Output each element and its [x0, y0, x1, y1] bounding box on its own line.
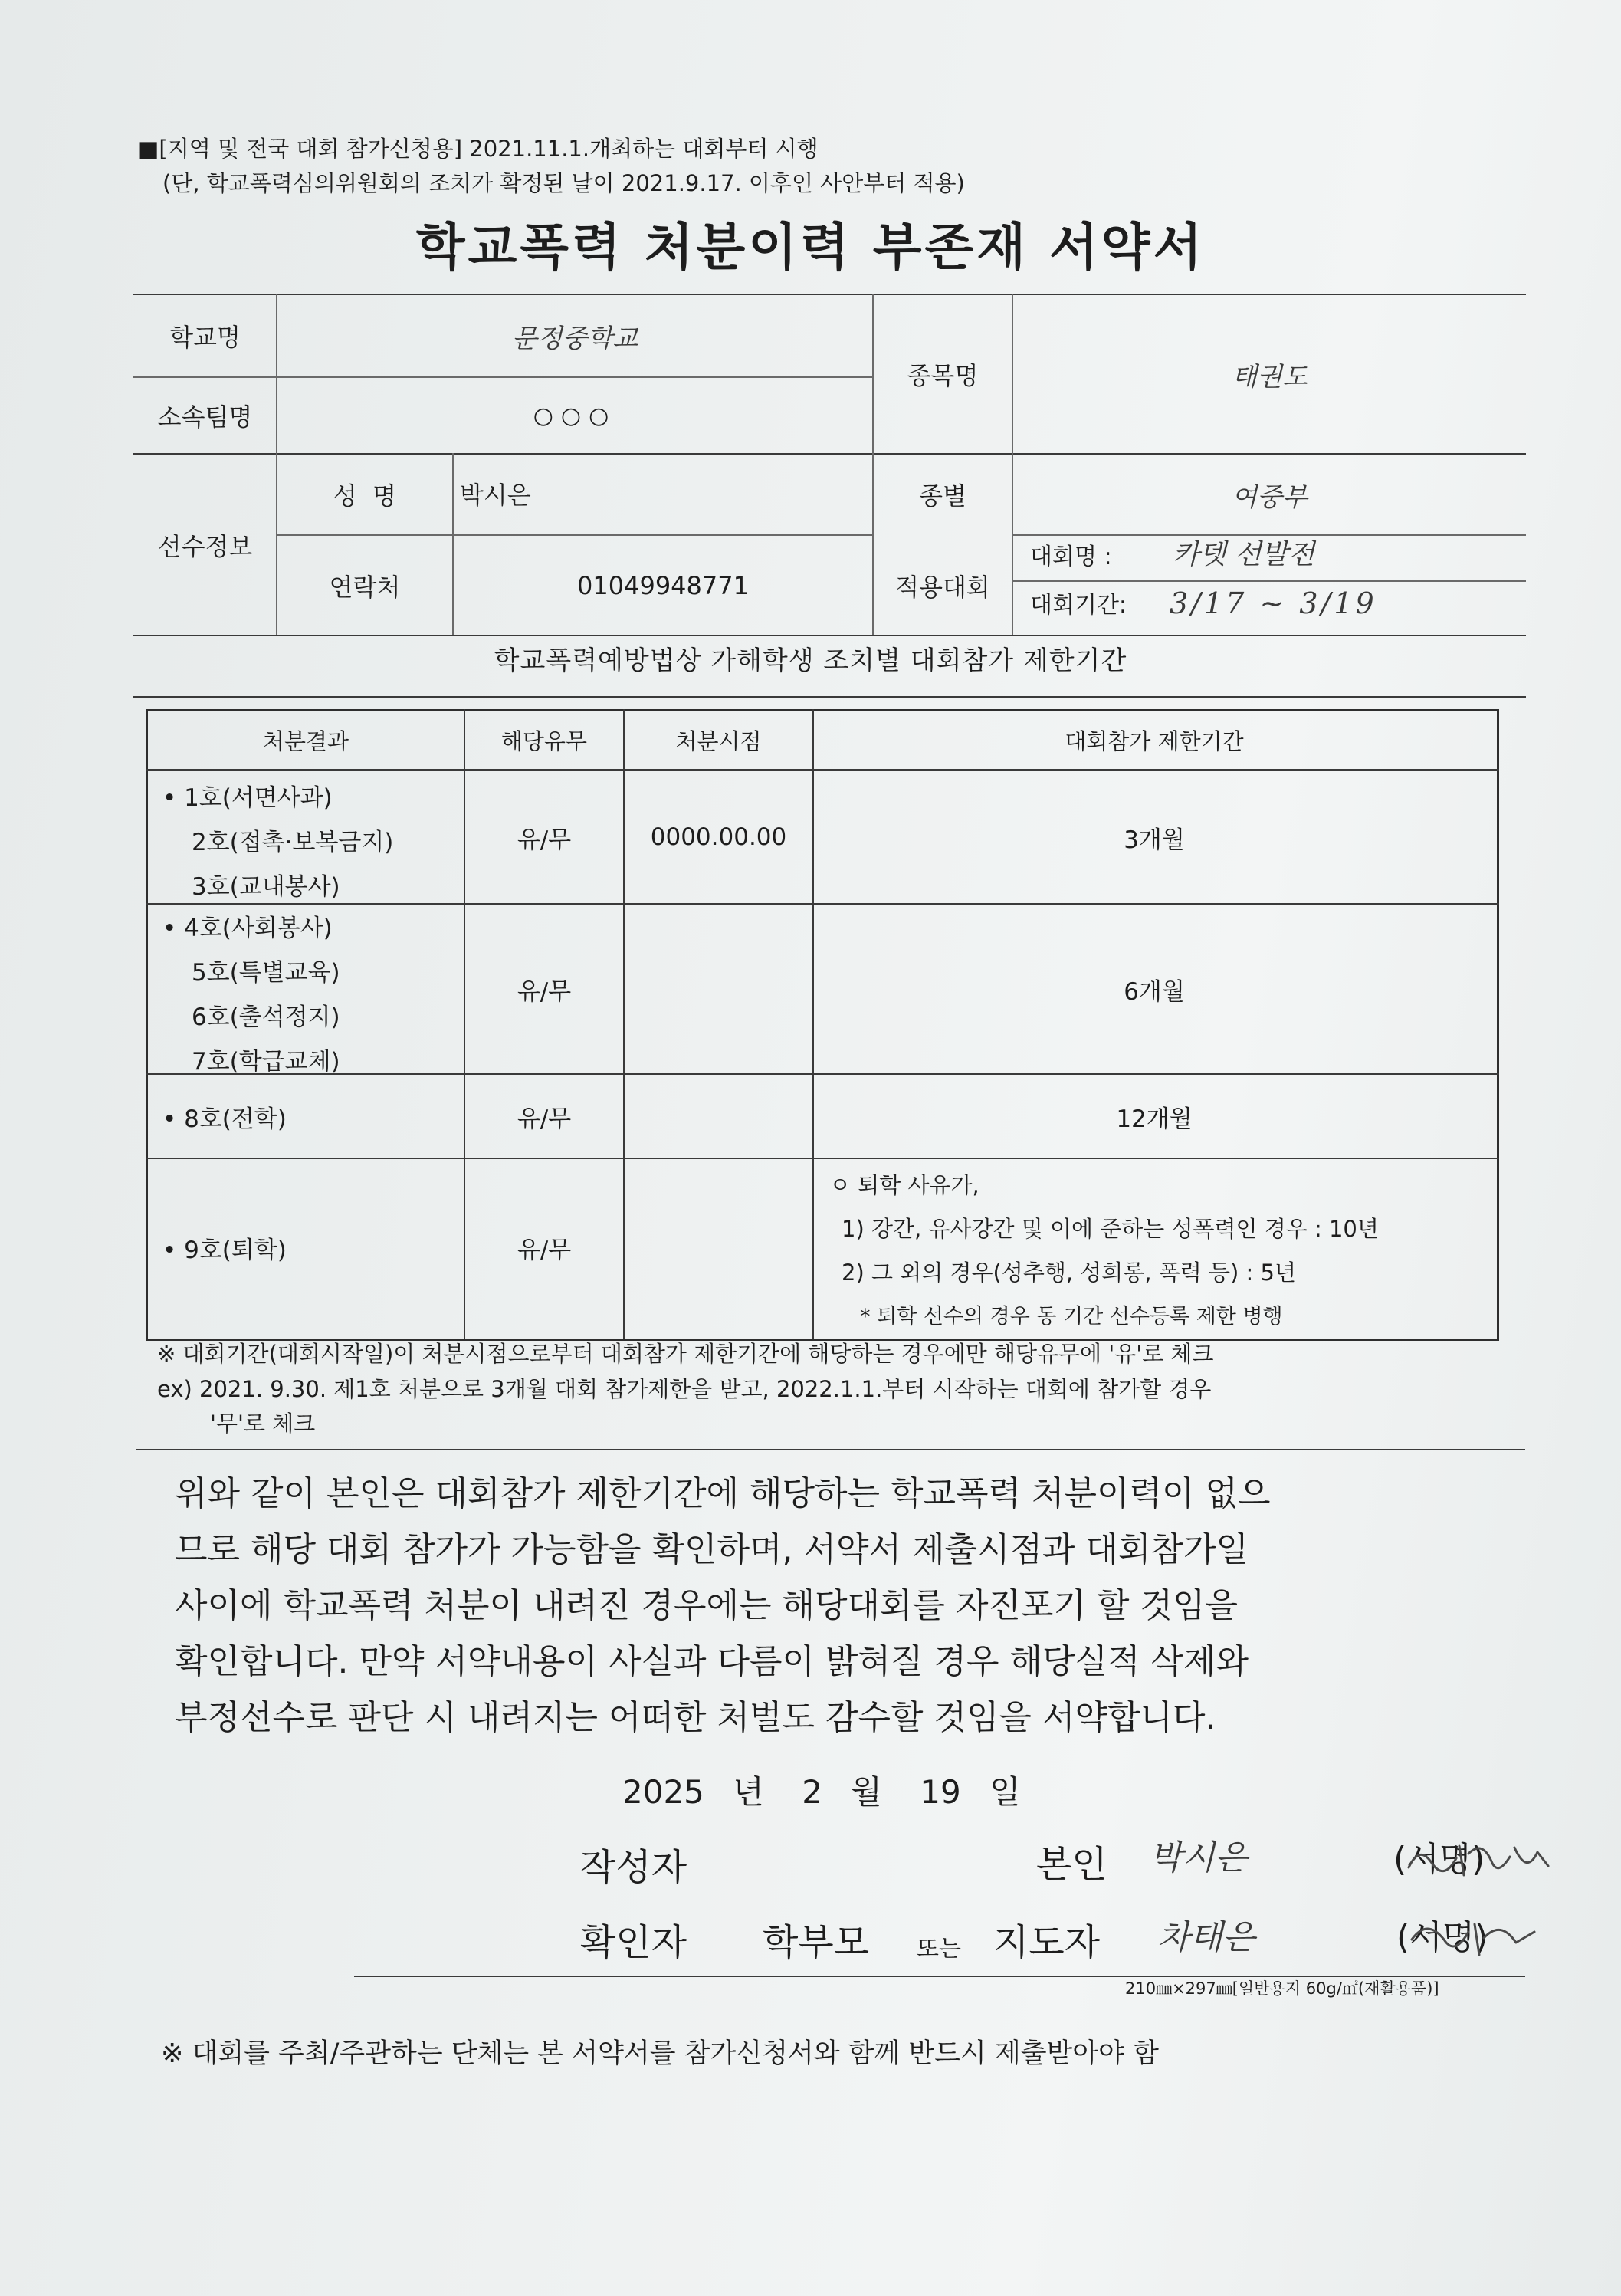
self-label: 본인 — [1036, 1843, 1107, 1886]
sign-label-1: (서명) — [1393, 1840, 1485, 1879]
table-row-1-date: 0000.00.00 — [650, 823, 787, 851]
coach-name: 차태은 — [1157, 1918, 1255, 1957]
period-line: 2) 그 외의 경우(성추행, 성희롱, 폭력 등) : 5년 — [842, 1260, 1297, 1286]
period-line: * 퇴학 선수의 경우 동 기간 선수등록 제한 병행 — [860, 1305, 1283, 1329]
table-row-2-period: 6개월 — [1124, 977, 1185, 1006]
date-year: 2025 — [622, 1773, 704, 1811]
table-row-4-items: • 9호(퇴학) — [162, 1237, 287, 1264]
table-row-1-applicable: 유/무 — [517, 826, 572, 854]
period-line: ㅇ 퇴학 사유가, — [829, 1172, 979, 1198]
table-row-3-date — [625, 1075, 812, 1158]
category-value: 여중부 — [1232, 481, 1308, 513]
event-name-value: 카뎃 선발전 — [1173, 539, 1315, 570]
pledge-line: 므로 해당 대회 참가가 가능함을 확인하며, 서약서 제출시점과 대회참가일 — [175, 1530, 1249, 1569]
date-year-unit: 년 — [733, 1773, 764, 1811]
list-item: 7호(학급교체) — [192, 1048, 340, 1076]
pledge-line: 위와 같이 본인은 대회참가 제한기간에 해당하는 학교폭력 처분이력이 없으 — [175, 1474, 1271, 1513]
table-row-2-applicable: 유/무 — [517, 977, 572, 1006]
sport-value: 태권도 — [1232, 361, 1308, 393]
event-name-label: 대회명 : — [1030, 544, 1112, 570]
signature-1 — [1403, 1831, 1556, 1892]
footnote-2: ex) 2021. 9.30. 제1호 처분으로 3개월 대회 참가제한을 받고, 2022.1.1.부터 시작하는 대회에 참가할 경우 — [157, 1376, 1212, 1402]
confirmer-label: 확인자 — [580, 1921, 687, 1964]
table-row-4-applicable: 유/무 — [517, 1237, 572, 1264]
signature-bottom-border — [354, 1976, 1525, 1977]
category-label: 종별 — [919, 481, 966, 511]
col-header-date: 처분시점 — [675, 728, 762, 754]
date-line — [622, 1773, 1021, 1811]
header-note-2: (단, 학교폭력심의위원회의 조치가 확정된 날이 2021.9.17. 이후인 사안부터 적용) — [162, 170, 965, 196]
footnote-1: ※ 대회기간(대회시작일)이 처분시점으로부터 대회참가 제한기간에 해당하는 경우에만 해당유무에 '유'로 체크 — [157, 1341, 1214, 1367]
col-header-result: 처분결과 — [262, 728, 349, 754]
col-header-period: 대회참가 제한기간 — [1065, 728, 1244, 754]
table-row-3-items: • 8호(전학) — [162, 1105, 287, 1133]
team-label: 소속팀명 — [157, 402, 253, 432]
author-label: 작성자 — [580, 1846, 687, 1889]
table-row-3-applicable: 유/무 — [517, 1105, 572, 1133]
name-value: 박시은 — [460, 481, 531, 510]
sign-label-2: (서명) — [1396, 1918, 1488, 1957]
table-row-1-items — [162, 776, 393, 909]
event-period-label: 대회기간: — [1030, 592, 1127, 619]
table-row-4-period — [829, 1164, 1379, 1339]
event-period-value: 3/17 ~ 3/19 — [1170, 586, 1377, 620]
list-item: 3호(교내봉사) — [192, 873, 340, 901]
list-item: • 4호(사회봉사) — [162, 915, 333, 942]
coach-label: 지도자 — [993, 1921, 1101, 1964]
pledge-line: 사이에 학교폭력 처분이 내려진 경우에는 해당대회를 자진포기 할 것임을 — [175, 1586, 1239, 1625]
pledge-line: 확인합니다. 만약 서약내용이 사실과 다름이 밝혀질 경우 해당실적 삭제와 — [175, 1642, 1249, 1681]
list-item: 2호(접촉·보복금지) — [192, 829, 394, 856]
footnote-border — [136, 1449, 1525, 1450]
restriction-heading: 학교폭력예방법상 가해학생 조치별 대회참가 제한기간 — [494, 645, 1127, 676]
list-item: 5호(특별교육) — [192, 959, 340, 987]
athlete-info-label: 선수정보 — [157, 531, 253, 561]
info-divider — [1012, 580, 1526, 582]
event-label: 적용대회 — [895, 572, 990, 602]
self-name: 박시은 — [1150, 1838, 1248, 1877]
pledge-text — [175, 1466, 1271, 1746]
list-item: • 1호(서면사과) — [162, 784, 333, 812]
footnote-3: '무'로 체크 — [210, 1411, 316, 1437]
date-day: 19 — [920, 1773, 961, 1811]
school-label: 학교명 — [169, 323, 241, 352]
footer-notice: ※ 대회를 주최/주관하는 단체는 본 서약서를 참가신청서와 함께 반드시 제출받아야 함 — [161, 2038, 1159, 2069]
signature-2 — [1404, 1909, 1542, 1970]
parent-label: 학부모 — [763, 1921, 870, 1964]
document-title: 학교폭력 처분이력 부존재 서약서 — [415, 218, 1206, 277]
school-value: 문정중학교 — [511, 323, 638, 354]
contact-value: 01049948771 — [577, 570, 749, 600]
date-month: 2 — [802, 1773, 822, 1811]
table-row-3-period: 12개월 — [1116, 1105, 1193, 1133]
paper-spec: 210㎜×297㎜[일반용지 60g/㎡(재활용품)] — [1125, 1979, 1439, 1998]
sport-label: 종목명 — [907, 361, 979, 390]
info-table-bottom-border — [133, 635, 1526, 636]
info-divider — [1012, 534, 1526, 536]
table-row-1-period: 3개월 — [1124, 826, 1185, 854]
table-row-4-date — [625, 1159, 812, 1336]
header-note-1: ■[지역 및 전국 대회 참가신청용] 2021.11.1.개최하는 대회부터 시행 — [138, 136, 819, 162]
list-item: 6호(출석정지) — [192, 1003, 340, 1031]
team-value: ○○○ — [533, 402, 617, 429]
pledge-line: 부정선수로 판단 시 내려지는 어떠한 처벌도 감수할 것임을 서약합니다. — [175, 1698, 1216, 1737]
restriction-heading-border — [133, 696, 1526, 698]
period-line: 1) 강간, 유사강간 및 이에 준하는 성폭력인 경우 : 10년 — [842, 1216, 1379, 1242]
restriction-row-border — [146, 1158, 1499, 1159]
or-label: 또는 — [917, 1936, 961, 1963]
date-month-unit: 월 — [851, 1773, 882, 1811]
table-row-2-items — [162, 906, 340, 1084]
table-row-2-date — [625, 905, 812, 1073]
contact-label: 연락처 — [329, 572, 401, 602]
name-label: 성 명 — [333, 481, 397, 511]
col-header-applicable: 해당유무 — [500, 728, 588, 754]
date-day-unit: 일 — [989, 1773, 1021, 1811]
